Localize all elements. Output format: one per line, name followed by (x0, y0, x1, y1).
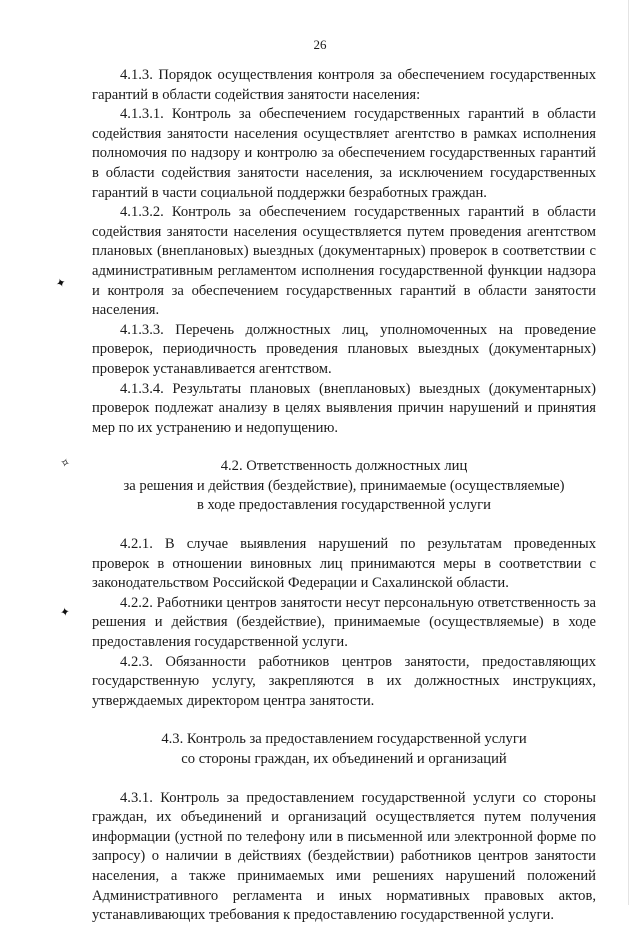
paragraph-4-2-1: 4.2.1. В случае выявления нарушений по результатам проведенных проверок в отношении виновных лиц принимаются меры в соответствии с законодательством Российской Федерации и Сахалинской области. (92, 536, 596, 592)
scan-artifact-mark: ✦ (53, 274, 69, 292)
spacer (92, 516, 596, 535)
spacer (92, 770, 596, 789)
paragraph-4-2-2: 4.2.2. Работники центров занятости несут персональную ответственность за решения и действия (бездействие), принимаемые (осуществляемые) в ходе предоставления государственной услуги. (92, 594, 596, 651)
heading-line: 4.2. Ответственность должностных лиц (220, 458, 468, 475)
paragraph-4-2-3: 4.2.3. Обязанности работников центров занятости, предоставляющих государственную услугу, закрепляются в их должностных инструкциях, утверждаемых директором центра занятости. (92, 653, 596, 709)
page-number: 26 (313, 37, 327, 52)
heading-line: в ходе предоставления государственной услуги (197, 497, 491, 514)
heading-line: за решения и действия (бездействие), принимаемые (осуществляемые) (123, 477, 565, 494)
scan-artifact-mark: ✦ (58, 604, 72, 620)
heading-line: со стороны граждан, их объединений и организаций (181, 751, 507, 767)
paragraph-4-1-3-1: 4.1.3.1. Контроль за обеспечением государственных гарантий в области содействия занятости населения осуществляет агентство в рамках исполнения полномочия по надзору и контролю за обеспечением государственных гарантий в области содействия занятости населения, за исключением государственных гарантий в части социальной поддержки безработных граждан. (92, 106, 596, 201)
paragraph-4-1-3: 4.1.3. Порядок осуществления контроля за обеспечением государственных гарантий в области содействия занятости населения: (92, 67, 596, 103)
paragraph-4-1-3-4: 4.1.3.4. Результаты плановых (внеплановых) выездных (документарных) проверок подлежат анализу в целях выявления причин нарушений и принятия мер по их устранению и недопущению. (92, 380, 596, 436)
spacer (92, 438, 596, 457)
scan-artifact-mark: ✧ (58, 454, 72, 472)
paragraph-4-1-3-2: 4.1.3.2. Контроль за обеспечением государственных гарантий в области содействия занятости населения осуществляется путем проведения агентством плановых (внеплановых) выездных (документарных) проверок в соответствии с административным регламентом исполнения государственной функции надзора и контроля за обеспечением государственных гарантий в области занятости населения. (92, 204, 596, 319)
section-heading-4-2 (92, 457, 596, 516)
paragraph-4-1-3-3: 4.1.3.3. Перечень должностных лиц, уполномоченных на проведение проверок, периодичность проведения плановых выездных (документарных) проверок устанавливается агентством. (92, 321, 596, 377)
document-body (92, 66, 596, 926)
heading-line: 4.3. Контроль за предоставлением государственной услуги (161, 731, 527, 748)
scan-edge-line (628, 0, 629, 905)
paragraph-4-3-1: 4.3.1. Контроль за предоставлением государственной услуги со стороны граждан, их объединений и организаций осуществляется путем получения информации (устной по телефону или в письменной или электронной форме по запросу) о наличии в действиях (бездействии) работников центров занятости населения, а также принимаемых ими решениях нарушений положений Административного регламента и иных нормативных правовых актов, устанавливающих требования к предоставлению государственной услуги. (92, 789, 596, 924)
section-heading-4-3 (92, 730, 596, 769)
spacer (92, 711, 596, 730)
